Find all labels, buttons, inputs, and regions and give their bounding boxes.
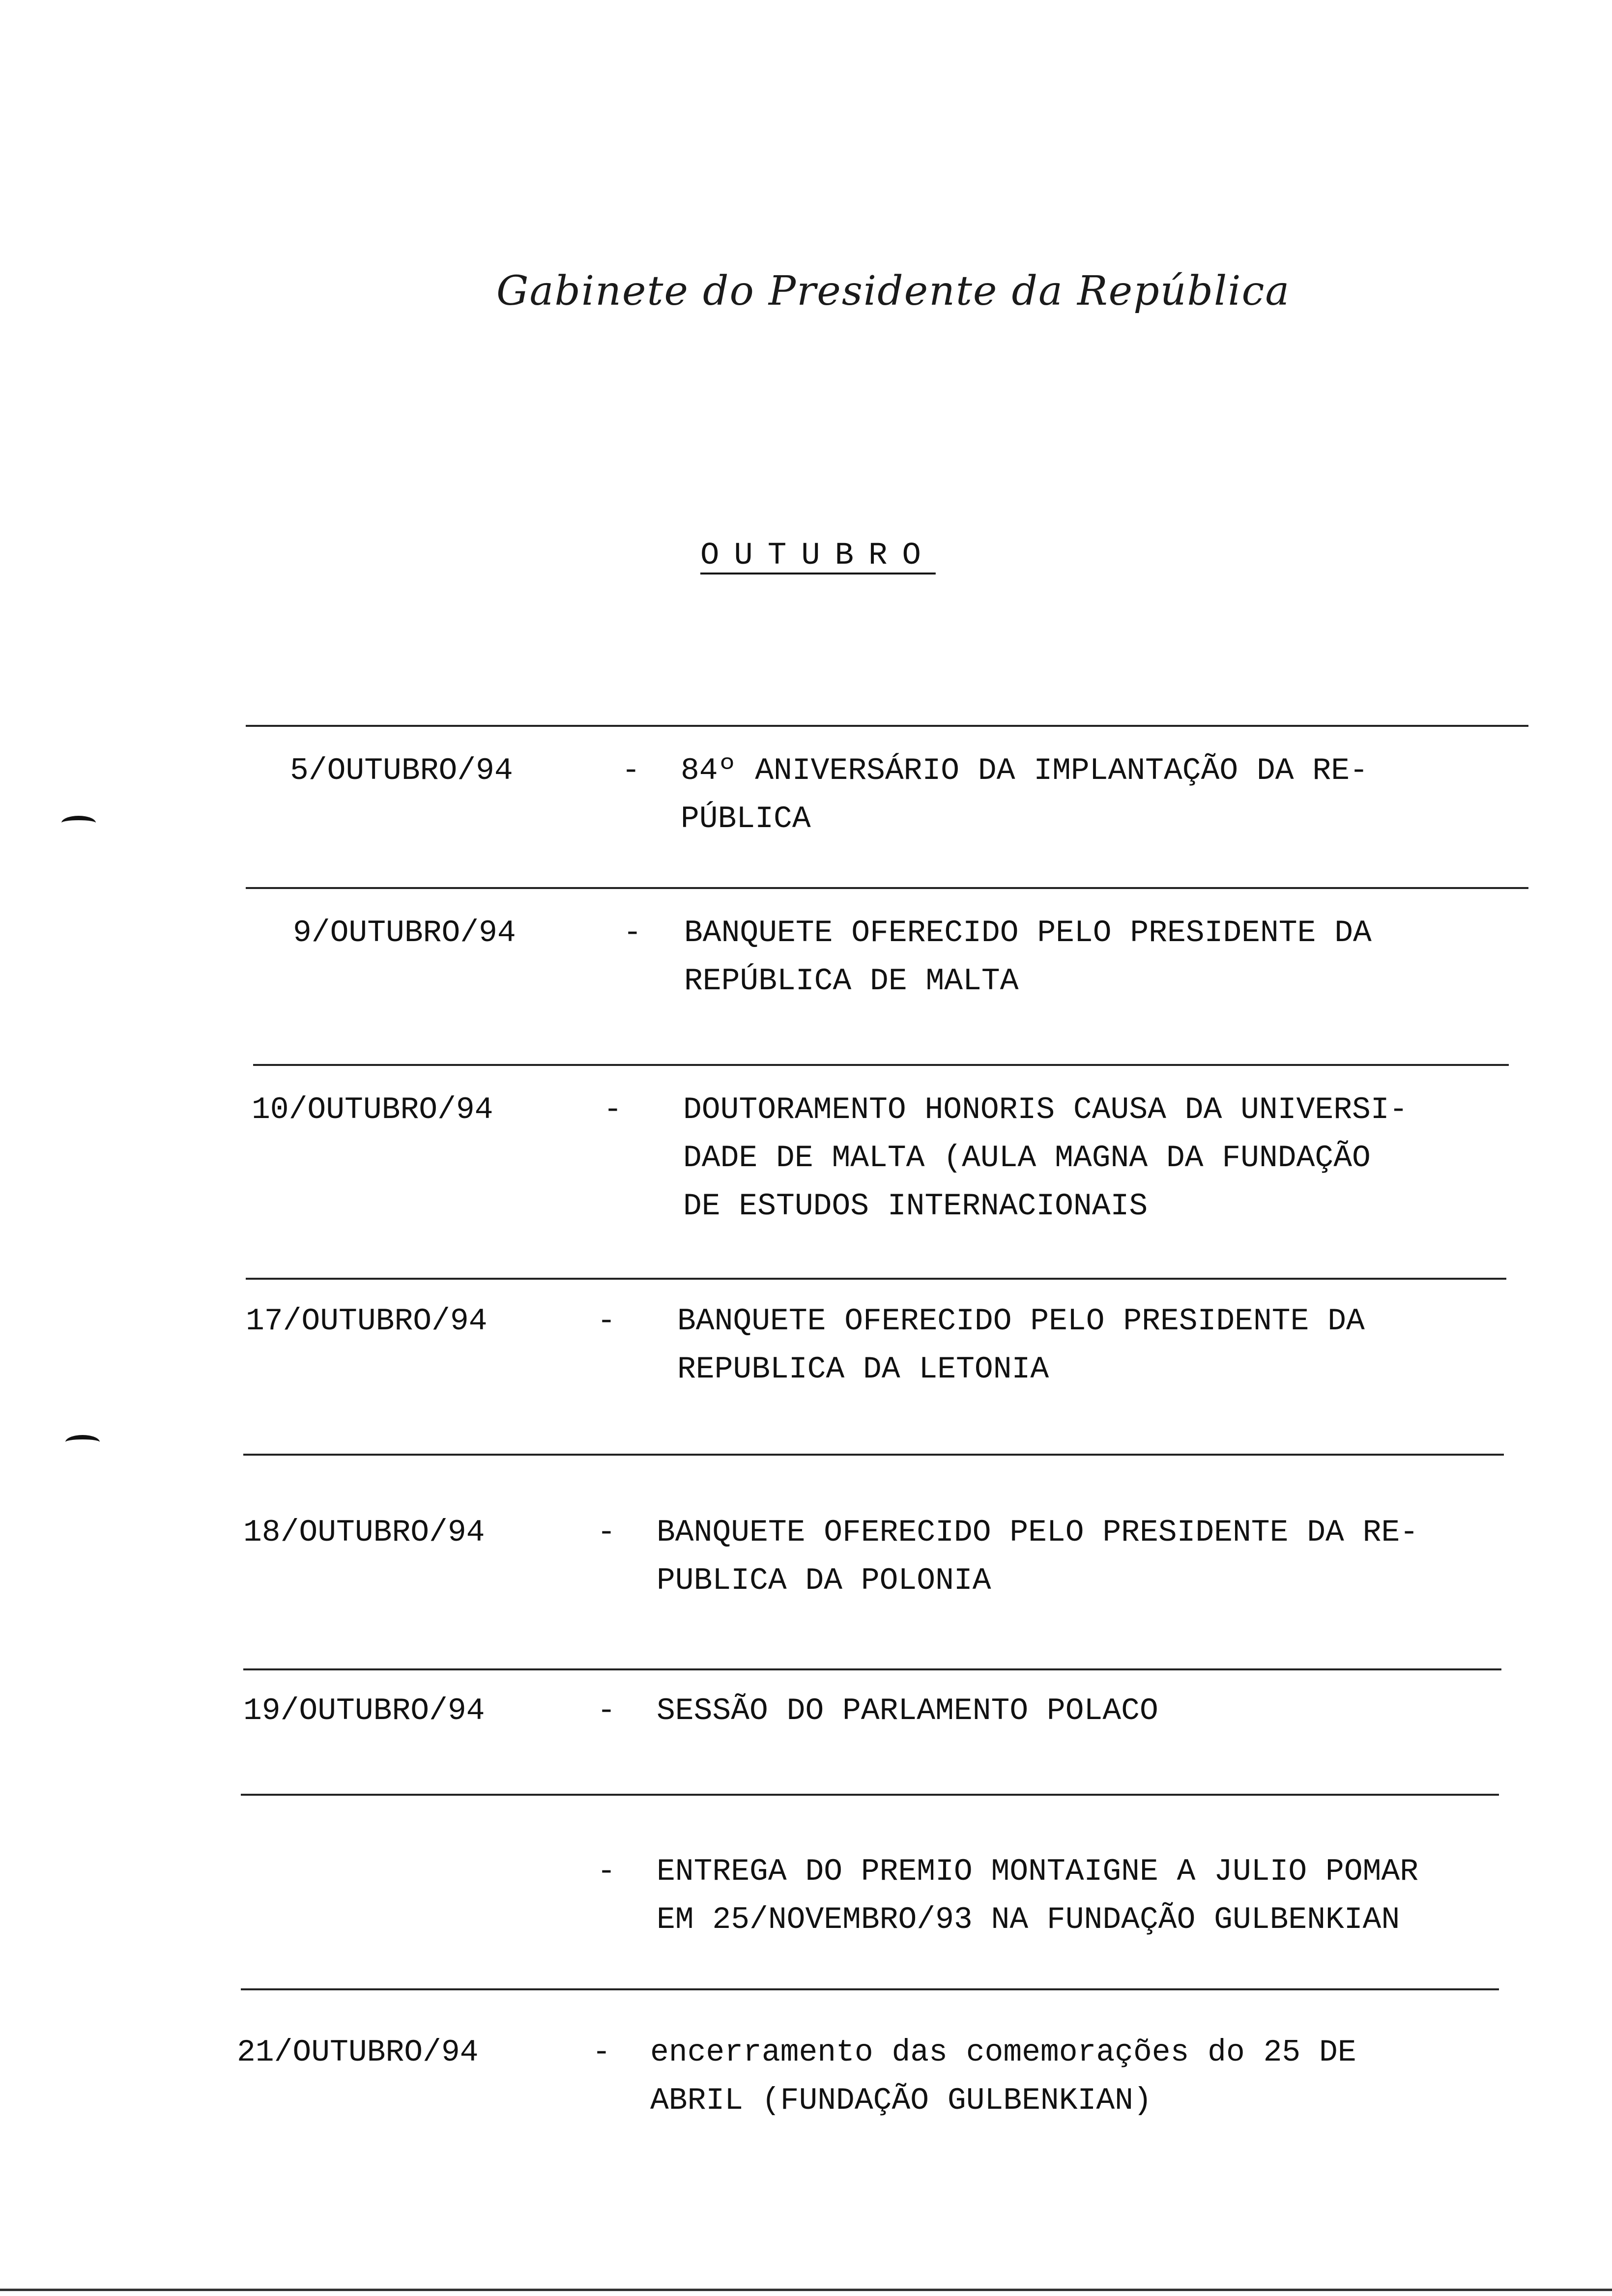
page-bottom-edge: [0, 2289, 1612, 2291]
punch-hole-mark: [65, 1435, 100, 1449]
divider: [243, 1668, 1501, 1670]
entry-description: BANQUETE OFERECIDO PELO PRESIDENTE DA REPUBLICA DA LETONIA: [677, 1304, 1365, 1387]
entry-description: 84º ANIVERSÁRIO DA IMPLANTAÇÃO DA RE- PÚBLICA: [681, 753, 1368, 836]
entry-description: DOUTORAMENTO HONORIS CAUSA DA UNIVERSI- DADE DE MALTA (AULA MAGNA DA FUNDAÇÃO DE ESTUDOS INTERNACIONAIS: [683, 1092, 1408, 1224]
entry-date: 18/OUTUBRO/94: [243, 1515, 485, 1550]
entry-description: BANQUETE OFERECIDO PELO PRESIDENTE DA REPÚBLICA DE MALTA: [684, 916, 1372, 999]
entry-date: 10/OUTUBRO/94: [252, 1092, 493, 1127]
entry-dash: -: [597, 1693, 616, 1728]
divider: [253, 1064, 1509, 1066]
entry-description: BANQUETE OFERECIDO PELO PRESIDENTE DA RE- PUBLICA DA POLONIA: [657, 1515, 1419, 1598]
entry-date: 17/OUTUBRO/94: [246, 1304, 488, 1339]
entry-dash: -: [622, 753, 640, 788]
entry-dash: -: [604, 1092, 622, 1127]
entry-description: ENTREGA DO PREMIO MONTAIGNE A JULIO POMAR EM 25/NOVEMBRO/93 NA FUNDAÇÃO GULBENKIAN: [657, 1854, 1419, 1937]
divider: [243, 1454, 1504, 1456]
divider: [246, 887, 1528, 889]
entry-date: 19/OUTUBRO/94: [243, 1693, 485, 1728]
divider: [241, 1794, 1499, 1796]
entry-dash: -: [592, 2035, 611, 2070]
entry-dash: -: [597, 1304, 616, 1339]
entry-dash: -: [597, 1854, 616, 1889]
divider: [241, 1988, 1499, 1990]
page-title: OUTUBRO: [700, 538, 936, 574]
letterhead: Gabinete do Presidente da República: [496, 268, 1291, 315]
divider: [246, 725, 1528, 727]
entry-date: 9/OUTUBRO/94: [293, 916, 516, 950]
punch-hole-mark: [61, 816, 96, 830]
divider: [246, 1278, 1506, 1280]
entry-date: 21/OUTUBRO/94: [237, 2035, 479, 2070]
entry-description: encerramento das comemorações do 25 DE ABRIL (FUNDAÇÃO GULBENKIAN): [650, 2035, 1356, 2118]
entry-description: SESSÃO DO PARLAMENTO POLACO: [657, 1693, 1158, 1728]
entry-date: 5/OUTUBRO/94: [290, 753, 513, 788]
entry-dash: -: [623, 916, 642, 950]
entry-dash: -: [597, 1515, 616, 1550]
